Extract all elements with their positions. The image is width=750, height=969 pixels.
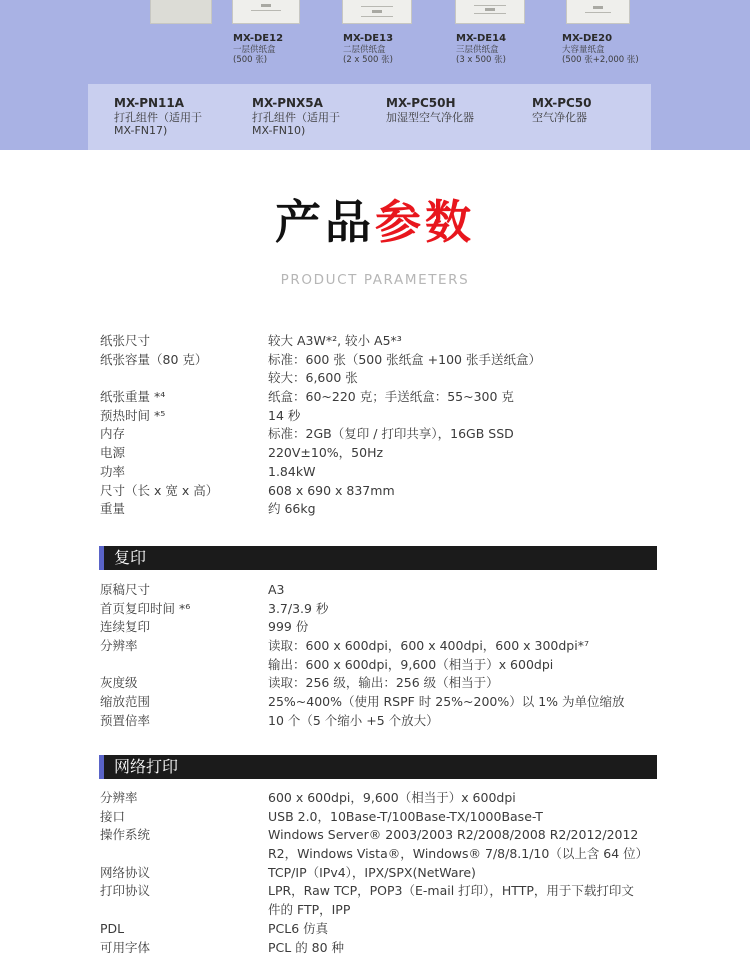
- spec-row: [0, 463, 750, 482]
- accessory-code: MX-DE20: [562, 33, 613, 44]
- spec-row: [0, 939, 750, 958]
- accessory-item: [456, 33, 506, 65]
- spec-row: [0, 618, 750, 637]
- accessory-code: MX-PC50: [532, 96, 592, 110]
- spec-row: [0, 808, 750, 827]
- spec-value: 约 66kg: [268, 501, 316, 517]
- spec-value: 读取：256 级，输出：256 级（相当于）: [268, 675, 499, 691]
- category-bar-network-print: [99, 755, 657, 779]
- accessory-code: MX-PN11A: [114, 96, 185, 110]
- accessories-band: [0, 0, 750, 150]
- spec-value: 输出：600 x 600dpi，9,600（相当于）x 600dpi: [268, 656, 554, 672]
- spec-label: 连续复印: [100, 619, 151, 635]
- spec-value: 220V±10%，50Hz: [268, 445, 384, 461]
- spec-value: USB 2.0，10Base-T/100Base-TX/1000Base-T: [268, 808, 543, 824]
- paper-tray-image: [342, 0, 412, 24]
- title-part-red: 参数: [375, 195, 475, 249]
- category-bar-copy: [99, 546, 657, 570]
- spec-value: 25%~400%（使用 RSPF 时 25%~200%）以 1% 为单位缩放: [268, 694, 625, 710]
- spec-value: LPR，Raw TCP，POP3（E-mail 打印），HTTP，用于下载打印文: [268, 883, 634, 899]
- spec-row: [0, 500, 750, 519]
- spec-label: 分辨率: [100, 790, 138, 805]
- spec-value: R2，Windows Vista®，Windows® 7/8/8.1/10（以上含 64 位）: [268, 846, 649, 862]
- spec-label: 操作系统: [100, 827, 151, 843]
- spec-value: 件的 FTP，IPP: [268, 902, 351, 918]
- accessory-desc: 空气净化器: [532, 111, 587, 124]
- spec-value: 标准：2GB（复印 / 打印共享），16GB SSD: [268, 426, 514, 442]
- spec-label: 纸张尺寸: [100, 333, 151, 348]
- paper-tray-image: [566, 0, 630, 24]
- spec-row: [0, 581, 750, 600]
- spec-row: [0, 444, 750, 463]
- spec-row: [0, 882, 750, 919]
- spec-label: 网络协议: [100, 864, 151, 880]
- spec-label: 预置倍率: [100, 712, 151, 728]
- spec-value: 纸盒：60~220 克；手送纸盒：55~300 克: [268, 389, 514, 405]
- spec-row: [0, 482, 750, 501]
- spec-value: 10 个（5 个缩小 +5 个放大）: [268, 712, 439, 728]
- accessory-desc: (3 x 500 张): [456, 55, 506, 65]
- accessory-item: [252, 96, 340, 137]
- spec-row: [0, 826, 750, 863]
- spec-row: [0, 600, 750, 619]
- accessory-item: [233, 33, 283, 65]
- paper-tray-image: [150, 0, 212, 24]
- accessory-code: MX-PNX5A: [252, 96, 323, 110]
- copy-spec-list: [0, 581, 750, 731]
- category-accent: [99, 755, 104, 779]
- spec-value: 较大：6,600 张: [268, 370, 358, 386]
- spec-value: 14 秒: [268, 407, 301, 423]
- print-spec-list: [0, 789, 750, 957]
- category-accent: [99, 546, 104, 570]
- accessory-desc: 加湿型空气净化器: [386, 111, 474, 124]
- spec-value: A3: [268, 582, 285, 597]
- accessory-desc: 三层供纸盒: [456, 45, 499, 55]
- accessory-code: MX-PC50H: [386, 96, 456, 110]
- accessory-item: [532, 96, 592, 124]
- accessory-item: [562, 33, 639, 65]
- spec-value: 读取：600 x 600dpi，600 x 400dpi，600 x 300dpi*⁷: [268, 638, 589, 654]
- spec-value: 1.84kW: [268, 463, 316, 479]
- spec-label: 预热时间 *⁵: [100, 407, 166, 423]
- accessory-desc: 二层供纸盒: [343, 45, 386, 55]
- spec-label: 尺寸（长 x 宽 x 高）: [100, 482, 219, 498]
- spec-label: 重量: [100, 501, 126, 517]
- accessory-item: [386, 96, 474, 124]
- spec-label: 灰度级: [100, 675, 138, 691]
- spec-label: 接口: [100, 808, 126, 824]
- accessory-desc: 打孔组件（适用于: [114, 111, 202, 124]
- spec-label: 首页复印时间 *⁶: [100, 600, 191, 616]
- title-part-black: 产品: [275, 195, 375, 249]
- spec-row: [0, 351, 750, 388]
- spec-row: [0, 637, 750, 674]
- spec-row: [0, 693, 750, 712]
- accessory-code: MX-DE14: [456, 33, 507, 44]
- accessory-desc: (500 张): [233, 55, 268, 65]
- spec-label: 纸张容量（80 克）: [100, 351, 208, 367]
- spec-row: [0, 864, 750, 883]
- category-title: 网络打印: [114, 757, 179, 776]
- accessory-desc: 一层供纸盒: [233, 45, 276, 55]
- spec-value: 999 份: [268, 619, 309, 635]
- accessory-desc: (2 x 500 张): [343, 55, 393, 65]
- spec-label: PDL: [100, 920, 125, 936]
- spec-label: 内存: [100, 426, 126, 442]
- spec-label: 打印协议: [100, 883, 151, 899]
- spec-label: 可用字体: [100, 939, 151, 955]
- spec-row: [0, 674, 750, 693]
- spec-row: [0, 920, 750, 939]
- spec-row: [0, 789, 750, 808]
- spec-value: Windows Server® 2003/2003 R2/2008/2008 R2/2012/2012: [268, 827, 639, 843]
- category-title: 复印: [114, 548, 147, 567]
- spec-label: 纸张重量 *⁴: [100, 389, 166, 405]
- section-subtitle: PRODUCT PARAMETERS: [280, 272, 470, 288]
- accessory-code: MX-DE12: [233, 33, 284, 44]
- spec-row: [0, 407, 750, 426]
- accessory-desc: 打孔组件（适用于: [252, 111, 340, 124]
- accessory-desc: 大容量纸盒: [562, 45, 605, 55]
- accessory-item: [343, 33, 393, 65]
- accessory-desc: MX-FN10): [252, 124, 306, 137]
- spec-value: TCP/IP（IPv4），IPX/SPX(NetWare): [268, 864, 476, 880]
- accessory-item: [114, 96, 202, 137]
- spec-row: [0, 712, 750, 731]
- paper-tray-image: [232, 0, 300, 24]
- spec-label: 分辨率: [100, 638, 138, 654]
- spec-row: [0, 425, 750, 444]
- spec-value: 608 x 690 x 837mm: [268, 482, 395, 498]
- spec-value: 标准：600 张（500 张纸盒 +100 张手送纸盒）: [268, 351, 541, 367]
- paper-tray-image: [455, 0, 525, 24]
- spec-label: 功率: [100, 463, 126, 479]
- spec-row: [0, 332, 750, 351]
- spec-row: [0, 388, 750, 407]
- spec-value: 较大 A3W*², 较小 A5*³: [268, 333, 402, 348]
- spec-value: PCL 的 80 种: [268, 939, 345, 955]
- spec-label: 电源: [100, 445, 126, 461]
- accessory-code: MX-DE13: [343, 33, 394, 44]
- spec-label: 缩放范围: [100, 694, 151, 710]
- spec-value: PCL6 仿真: [268, 920, 329, 936]
- section-title: [0, 192, 750, 252]
- spec-value: 3.7/3.9 秒: [268, 600, 329, 616]
- accessory-desc: MX-FN17): [114, 124, 168, 137]
- spec-label: 原稿尺寸: [100, 582, 151, 597]
- general-spec-list: [0, 332, 750, 519]
- accessory-desc: (500 张+2,000 张): [562, 55, 639, 65]
- spec-value: 600 x 600dpi，9,600（相当于）x 600dpi: [268, 790, 516, 805]
